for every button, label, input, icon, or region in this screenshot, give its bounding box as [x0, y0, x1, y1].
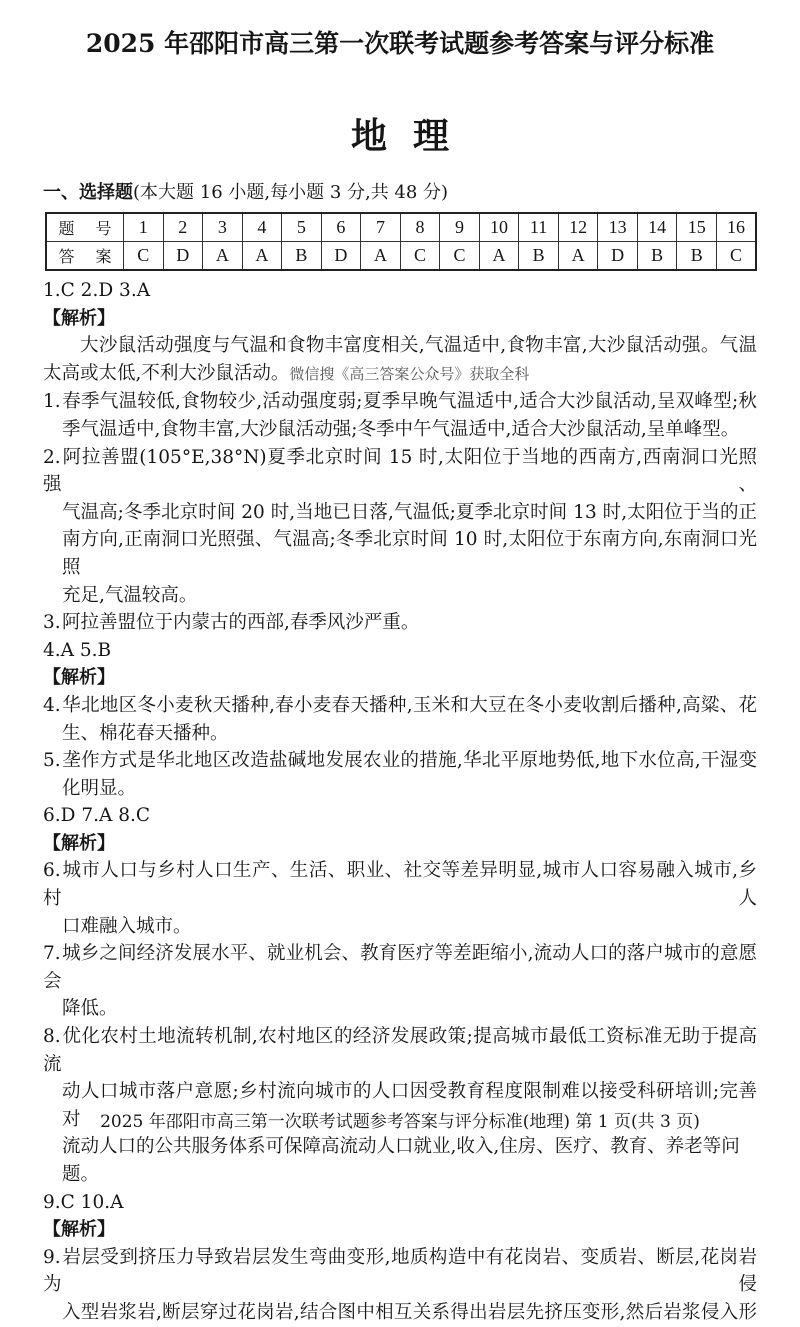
question-number-cell: 2: [163, 213, 203, 242]
question-number-cell: 9: [440, 213, 480, 242]
text-line: [43, 526, 757, 581]
question-number-cell: 3: [203, 213, 243, 242]
question-number-cell: 5: [282, 213, 322, 242]
row-header-answer: 答 案: [46, 242, 124, 271]
question-number-cell: 11: [519, 213, 559, 242]
line-text: 【解析】: [43, 307, 115, 329]
answer-cell: C: [124, 242, 164, 271]
watermark-text: 微信搜《高三答案公众号》获取全科: [289, 364, 530, 383]
analysis-heading: [43, 1216, 757, 1244]
answer-cell: B: [677, 242, 717, 271]
text-line: [43, 444, 757, 499]
text-line: [43, 720, 757, 748]
item-number: 5.: [43, 750, 61, 772]
answer-cell: B: [637, 242, 677, 271]
text-line: [43, 1133, 757, 1188]
question-number-cell: 12: [558, 213, 598, 242]
answer-row: [46, 242, 756, 271]
answer-cell: A: [558, 242, 598, 271]
answer-cell: D: [321, 242, 361, 271]
text-line: [43, 913, 757, 941]
row-header-number: 题 号: [46, 213, 124, 242]
line-text: 华北地区冬小麦秋天播种,春小麦春天播种,玉米和大豆在冬小麦收割后播种,高粱、花: [62, 694, 757, 716]
analysis-heading: [43, 664, 757, 692]
line-text: 4.A 5.B: [43, 639, 112, 661]
question-number-row: [46, 213, 756, 242]
question-number-cell: 16: [716, 213, 756, 242]
question-number-cell: 10: [479, 213, 519, 242]
text-line: [43, 995, 757, 1023]
text-line: [43, 609, 757, 637]
line-text: 大沙鼠活动强度与气温和食物丰富度相关,气温适中,食物丰富,大沙鼠活动强。气温: [80, 335, 757, 357]
line-text: 南方向,正南洞口光照强、气温高;冬季北京时间 10 时,太阳位于东南方向,东南洞口光照: [62, 529, 757, 578]
line-text: 春季气温较低,食物较少,活动强度弱;夏季早晚气温适中,适合大沙鼠活动,呈双峰型;秋: [62, 391, 757, 413]
text-line: [43, 416, 757, 444]
line-text: 口难融入城市。: [62, 915, 192, 937]
text-line: [43, 499, 757, 527]
document-title: 2025 年邵阳市高三第一次联考试题参考答案与评分标准: [85, 29, 715, 58]
item-number: 2.: [43, 446, 61, 468]
answer-line: [43, 1189, 757, 1217]
item-number: 6.: [43, 860, 61, 882]
text-line: [43, 747, 757, 775]
line-text: 降低。: [62, 998, 118, 1020]
text-line: [43, 332, 757, 360]
section-note: (本大题 16 小题,每小题 3 分,共 48 分): [133, 182, 449, 203]
line-text: 岩层受到挤压力导致岩层发生弯曲变形,地质构造中有花岗岩、变质岩、断层,花岗岩为侵: [43, 1246, 757, 1296]
text-line: [43, 388, 757, 416]
text-line: [43, 582, 757, 610]
analysis-heading: [43, 830, 757, 858]
answer-cell: B: [519, 242, 559, 271]
item-number: 3.: [43, 612, 61, 634]
line-text: 城乡之间经济发展水平、就业机会、教育医疗等差距缩小,流动人口的落户城市的意愿会: [43, 943, 757, 992]
question-number-cell: 1: [124, 213, 164, 242]
question-number-cell: 4: [242, 213, 282, 242]
line-text: 太高或太低,不利大沙鼠活动。: [43, 362, 290, 384]
line-text: 气温高;冬季北京时间 20 时,当地已日落,气温低;夏季北京时间 13 时,太阳位于当的正: [62, 501, 757, 523]
text-line: [43, 692, 757, 720]
text-line: [43, 775, 757, 803]
text-line: [43, 1244, 757, 1299]
line-text: 【解析】: [43, 1219, 115, 1241]
page-footer: 2025 年邵阳市高三第一次联考试题参考答案与评分标准(地理) 第 1 页(共 3 页): [100, 1112, 700, 1132]
answer-line: [43, 360, 757, 389]
answer-cell: C: [440, 242, 480, 271]
answer-cell: A: [361, 242, 401, 271]
line-text: 阿拉善盟(105°E,38°N)夏季北京时间 15 时,太阳位于当地的西南方,西南洞口光照强、: [43, 446, 757, 496]
item-number: 7.: [43, 943, 61, 965]
question-number-cell: 13: [598, 213, 638, 242]
line-text: 阿拉善盟位于内蒙古的西部,春季风沙严重。: [62, 612, 420, 634]
text-line: [43, 857, 757, 912]
explanation-body: [43, 277, 757, 1327]
line-text: 生、棉花春天播种。: [62, 722, 229, 744]
line-text: 充足,气温较高。: [62, 584, 198, 606]
section-heading: [43, 180, 757, 206]
line-text: 6.D 7.A 8.C: [43, 805, 151, 827]
item-number: 8.: [43, 1026, 61, 1048]
answer-cell: B: [282, 242, 322, 271]
line-text: 城市人口与乡村人口生产、生活、职业、社交等差异明显,城市人口容易融入城市,乡村人: [43, 860, 757, 910]
line-text: 1.C 2.D 3.A: [43, 280, 151, 301]
answer-cell: A: [479, 242, 519, 271]
answer-cell: D: [163, 242, 203, 271]
line-text: 季气温适中,食物丰富,大沙鼠活动强;冬季中午气温适中,适合大沙鼠活动,呈单峰型。: [62, 418, 740, 440]
answer-cell: C: [400, 242, 440, 271]
text-line: [43, 940, 757, 995]
section-label: 一、选择题: [43, 182, 133, 203]
answer-cell: A: [203, 242, 243, 271]
answer-line: [43, 802, 757, 830]
line-text: 动人口城市落户意愿;乡村流向城市的人口因受教育程度限制难以接受科研培训;完善对: [62, 1081, 757, 1130]
answer-cell: C: [716, 242, 756, 271]
item-number: 9.: [43, 1246, 61, 1268]
question-number-cell: 7: [361, 213, 401, 242]
question-number-cell: 14: [637, 213, 677, 242]
line-text: 入型岩浆岩,断层穿过花岗岩,结合图中相互关系得出岩层先挤压变形,然后岩浆侵入形: [62, 1301, 757, 1323]
item-number: 1.: [43, 391, 61, 413]
answer-table: [45, 212, 757, 271]
line-text: 9.C 10.A: [43, 1191, 124, 1213]
answer-cell: A: [242, 242, 282, 271]
subject-title: 地理: [350, 115, 475, 157]
line-text: 优化农村土地流转机制,农村地区的经济发展政策;提高城市最低工资标准无助于提高流: [43, 1026, 757, 1075]
question-number-cell: 8: [400, 213, 440, 242]
line-text: 【解析】: [43, 832, 115, 854]
line-text: 化明显。: [62, 777, 137, 799]
answer-line: [43, 277, 757, 305]
text-line: [43, 1023, 757, 1078]
item-number: 4.: [43, 694, 61, 716]
line-text: 垄作方式是华北地区改造盐碱地发展农业的措施,华北平原地势低,地下水位高,干湿变: [62, 750, 757, 772]
answer-line: [43, 637, 757, 665]
analysis-heading: [43, 305, 757, 333]
answer-cell: D: [598, 242, 638, 271]
line-text: 流动人口的公共服务体系可保障高流动人口就业,收入,住房、医疗、教育、养老等问题。: [62, 1136, 740, 1185]
text-line: [43, 1299, 757, 1327]
question-number-cell: 6: [321, 213, 361, 242]
question-number-cell: 15: [677, 213, 717, 242]
line-text: 【解析】: [43, 667, 115, 689]
